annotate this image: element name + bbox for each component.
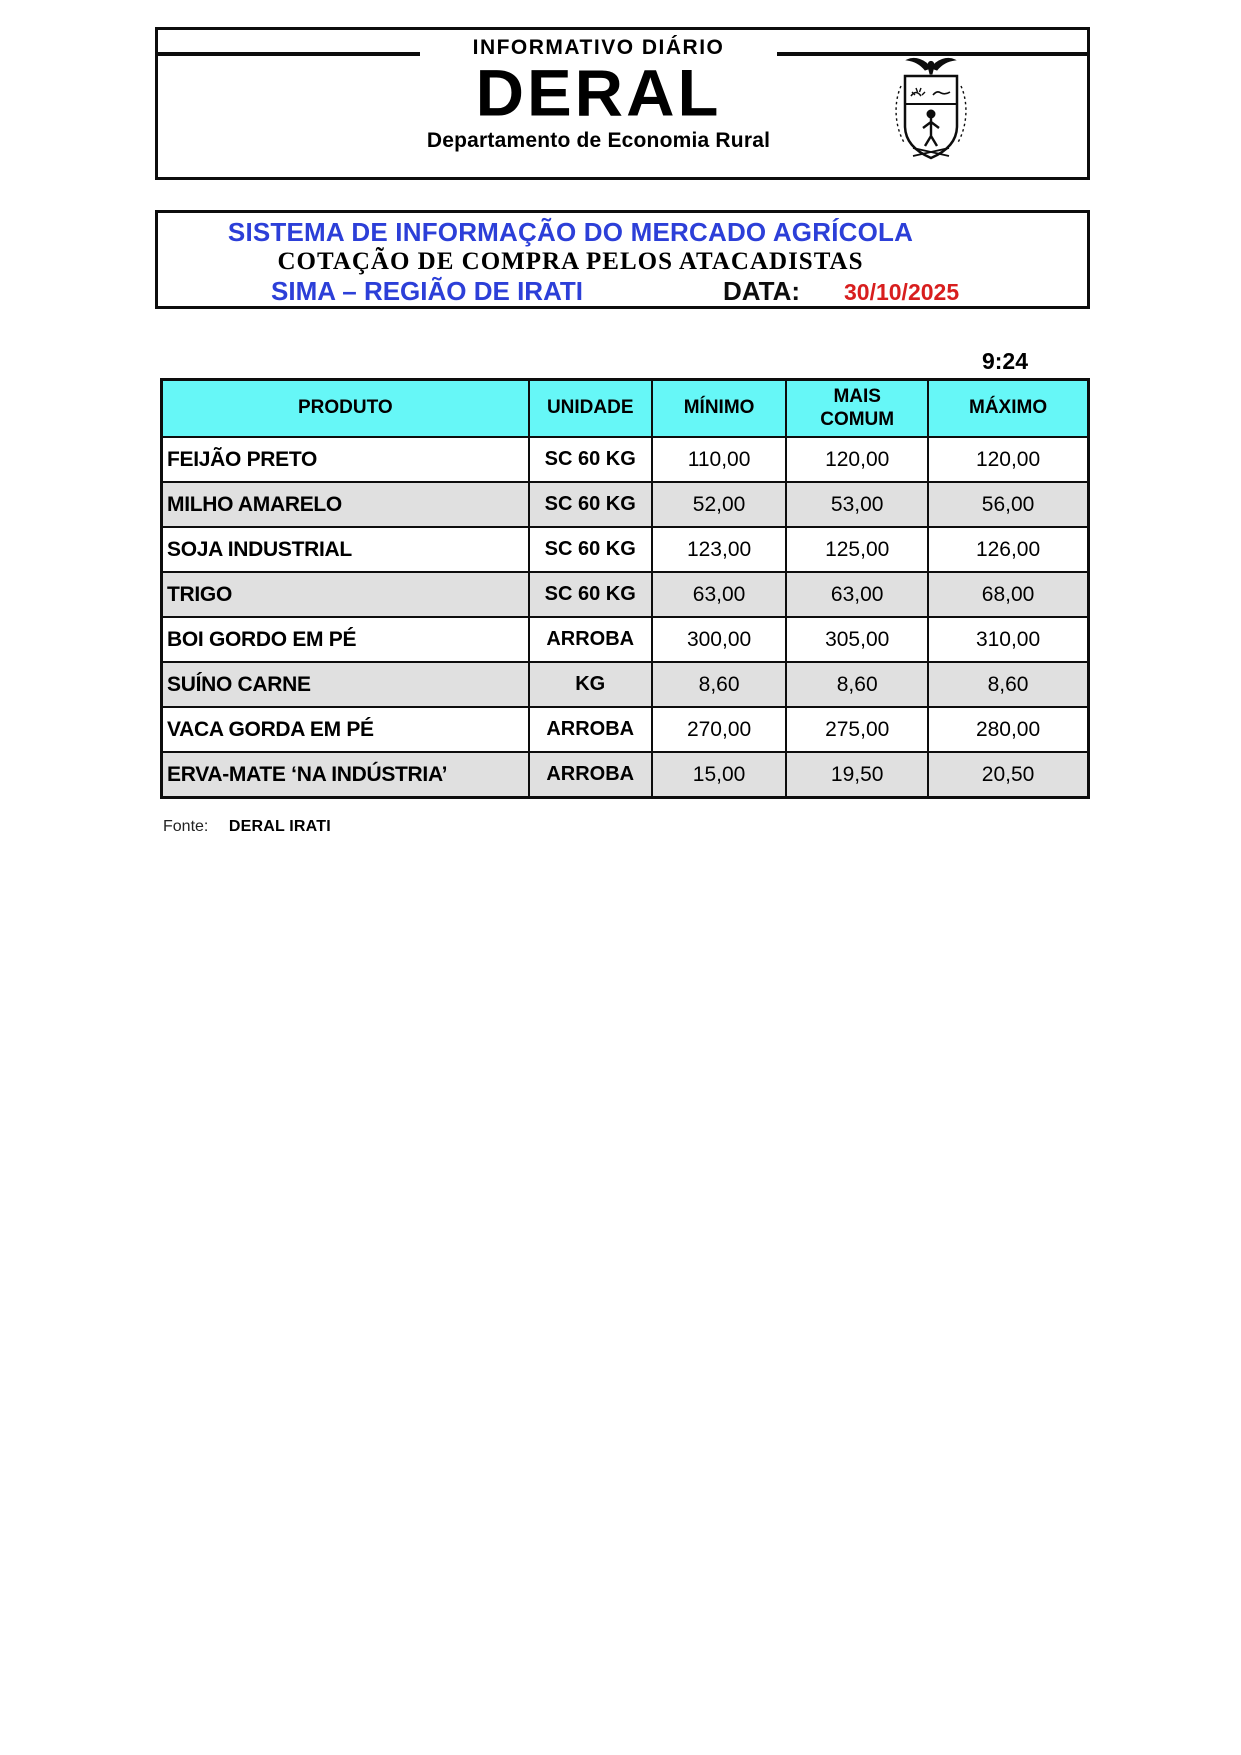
col-header-produto: PRODUTO — [162, 380, 529, 438]
cell-maximo: 56,00 — [928, 482, 1088, 527]
date-value: 30/10/2025 — [844, 279, 960, 305]
cell-minimo: 123,00 — [652, 527, 786, 572]
time-row — [155, 348, 1084, 375]
table-row — [162, 617, 1089, 662]
table-row — [162, 572, 1089, 617]
table-header-row — [162, 380, 1089, 438]
cell-produto: FEIJÃO PRETO — [162, 437, 529, 482]
cell-unidade: ARROBA — [529, 617, 652, 662]
cell-unidade: SC 60 KG — [529, 572, 652, 617]
cell-minimo: 8,60 — [652, 662, 786, 707]
cell-unidade: SC 60 KG — [529, 482, 652, 527]
cell-produto: BOI GORDO EM PÉ — [162, 617, 529, 662]
cell-mais-comum: 63,00 — [786, 572, 928, 617]
parana-coat-of-arms-icon — [885, 52, 977, 164]
cell-produto: ERVA-MATE ‘NA INDÚSTRIA’ — [162, 752, 529, 798]
masthead-box — [155, 27, 1090, 180]
deral-logo-block — [420, 34, 777, 155]
cell-produto: TRIGO — [162, 572, 529, 617]
cell-maximo: 120,00 — [928, 437, 1088, 482]
source-line — [163, 818, 331, 836]
cell-minimo: 300,00 — [652, 617, 786, 662]
table-row — [162, 662, 1089, 707]
date-label: DATA: — [723, 276, 801, 306]
region-date-row — [158, 276, 1087, 306]
cell-mais-comum: 53,00 — [786, 482, 928, 527]
col-header-maximo: MÁXIMO — [928, 380, 1088, 438]
cell-mais-comum: 8,60 — [786, 662, 928, 707]
cell-mais-comum: 125,00 — [786, 527, 928, 572]
cell-minimo: 52,00 — [652, 482, 786, 527]
masthead-subtitle: Departamento de Economia Rural — [426, 129, 771, 152]
cell-mais-comum: 305,00 — [786, 617, 928, 662]
cell-unidade: SC 60 KG — [529, 437, 652, 482]
report-subtitle: COTAÇÃO DE COMPRA PELOS ATACADISTAS — [277, 248, 864, 275]
time-value: 9:24 — [981, 348, 1028, 374]
cell-minimo: 15,00 — [652, 752, 786, 798]
table-row — [162, 482, 1089, 527]
cell-produto: MILHO AMARELO — [162, 482, 529, 527]
cell-unidade: ARROBA — [529, 752, 652, 798]
region-title: SIMA – REGIÃO DE IRATI — [271, 276, 584, 306]
table-row — [162, 527, 1089, 572]
cell-maximo: 280,00 — [928, 707, 1088, 752]
table-row — [162, 707, 1089, 752]
cell-maximo: 20,50 — [928, 752, 1088, 798]
cell-produto: SUÍNO CARNE — [162, 662, 529, 707]
cell-maximo: 310,00 — [928, 617, 1088, 662]
col-header-mais-comum: MAIS COMUM — [786, 380, 928, 438]
cell-mais-comum: 120,00 — [786, 437, 928, 482]
cell-mais-comum: 275,00 — [786, 707, 928, 752]
cell-produto: VACA GORDA EM PÉ — [162, 707, 529, 752]
table-row — [162, 752, 1089, 798]
col-header-unidade: UNIDADE — [529, 380, 652, 438]
source-value: DERAL IRATI — [228, 818, 331, 835]
source-label: Fonte: — [163, 818, 209, 835]
masthead-tagline: INFORMATIVO DIÁRIO — [472, 36, 725, 59]
cell-mais-comum: 19,50 — [786, 752, 928, 798]
cell-minimo: 63,00 — [652, 572, 786, 617]
cell-maximo: 68,00 — [928, 572, 1088, 617]
cell-minimo: 270,00 — [652, 707, 786, 752]
table-row — [162, 437, 1089, 482]
cell-maximo: 8,60 — [928, 662, 1088, 707]
price-table — [160, 378, 1090, 799]
system-title: SISTEMA DE INFORMAÇÃO DO MERCADO AGRÍCOLA — [227, 217, 914, 247]
cell-produto: SOJA INDUSTRIAL — [162, 527, 529, 572]
cell-maximo: 126,00 — [928, 527, 1088, 572]
cell-unidade: KG — [529, 662, 652, 707]
col-header-minimo: MÍNIMO — [652, 380, 786, 438]
cell-minimo: 110,00 — [652, 437, 786, 482]
cell-unidade: ARROBA — [529, 707, 652, 752]
title-box — [155, 210, 1090, 309]
deral-logo: DERAL — [475, 56, 722, 131]
cell-unidade: SC 60 KG — [529, 527, 652, 572]
